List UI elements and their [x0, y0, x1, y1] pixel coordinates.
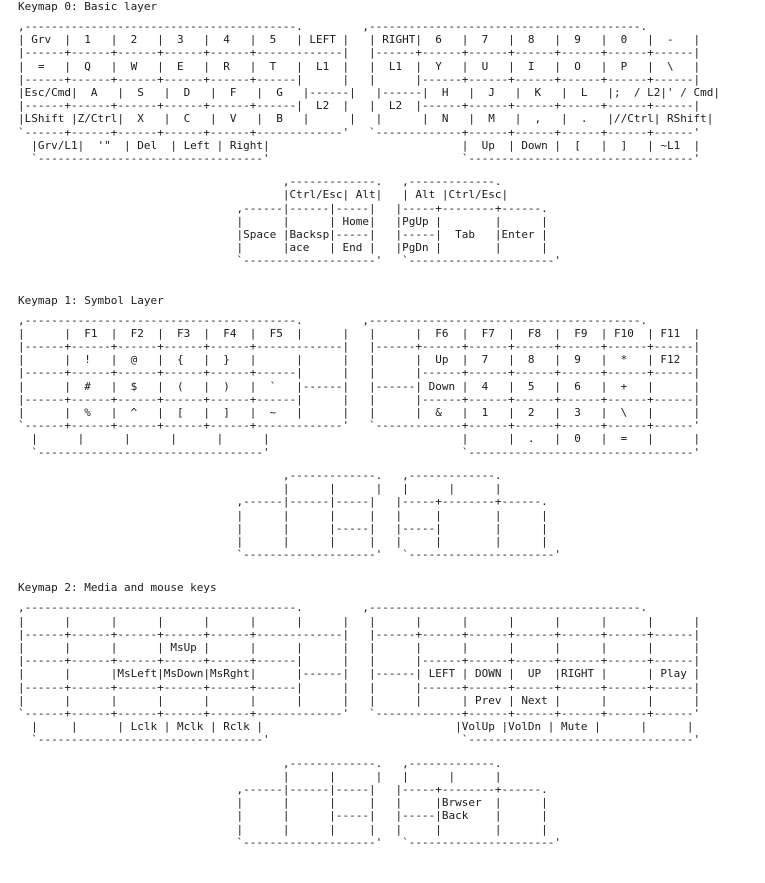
keymap-1-thumb-row-4: | | |-----| |-----| | |: [18, 521, 548, 535]
keymap-0-main-row-6: |------+------+------+------+------+------| L2 | | L2 |------+------+------+------+------+------|: [18, 99, 701, 113]
keymap-0-main-row-2: |------+------+------+------+------+-------------| |------+------+------+------+------+------+------|: [18, 46, 701, 60]
keymap-1-main-row-3: | | ! | @ | { | } | | | | | Up | 7 | 8 | 9 | * | F12 |: [18, 353, 701, 367]
keymap-2-main-row-10: `----------------------------------' `----------------------------------': [18, 733, 701, 747]
keymap-2-thumb-row-4: | | |-----| |-----|Back | |: [18, 809, 548, 823]
keymap-0-thumb-diagram: [18, 175, 765, 267]
keymap-0-main-row-3: | = | Q | W | E | R | T | L1 | | L1 | Y | U | I | O | P | \ |: [18, 59, 701, 73]
keymap-1-main-row-4: |------+------+------+------+------+------| | | |------+------+------+------+------+------|: [18, 366, 701, 380]
keymap-0-main-row-9: |Grv/L1| '" | Del | Left | Right| | Up | Down | [ | ] | ~L1 |: [18, 138, 701, 152]
section-keymap-0: [0, 0, 765, 268]
keymap-2-main-row-2: |------+------+------+------+------+-------------| |------+------+------+------+------+------+------|: [18, 627, 701, 641]
section-keymap-1: [0, 294, 765, 562]
keymap-1-main-row-2: |------+------+------+------+------+-------------| |------+------+------+------+------+------+------|: [18, 340, 701, 354]
keymap-2-main-row-4: |------+------+------+------+------+------| | | |------+------+------+------+------+------|: [18, 654, 701, 668]
keymap-2-main-row-3: | | | | MsUp | | | | | | | | | | | |: [18, 640, 701, 654]
keymap-0-main-row-10: `----------------------------------' `----------------------------------': [18, 152, 701, 166]
keymap-2-main-row-6: |------+------+------+------+------+------| | | |------+------+------+------+------+------|: [18, 680, 701, 694]
keymap-1-thumb-row-3: | | | | | | | |: [18, 508, 548, 522]
section-heading: Keymap 2: Media and mouse keys: [18, 581, 217, 595]
keymap-0-main-row-0: ,-----------------------------------------. ,-----------------------------------------.: [18, 20, 648, 33]
keymap-1-thumb-row-0: ,-------------. ,-------------.: [18, 468, 502, 482]
keymap-1-thumb-row-2: ,------|------|-----| |-----+--------+------.: [18, 495, 548, 509]
keymap-0-thumb-row-6: `--------------------' `----------------------': [18, 254, 562, 268]
keymap-2-main-row-7: | | | | | | | | | | | Prev | Next | | | |: [18, 693, 701, 707]
keymap-0-main-row-4: |------+------+------+------+------+------| | | |------+------+------+------+------+------|: [18, 72, 701, 86]
keymap-2-main-row-5: | | |MsLeft|MsDown|MsRght| |------| |------| LEFT | DOWN | UP |RIGHT | | Play |: [18, 667, 701, 681]
keymap-2-main-row-0: ,-----------------------------------------. ,-----------------------------------------.: [18, 601, 648, 615]
keymap-0-thumb-row-2: ,------|------|-----| |-----+--------+------.: [18, 201, 548, 215]
keymap-0-thumb-row-5: | |ace | End | |PgDn | | |: [18, 241, 548, 255]
keymap-2-thumb-row-2: ,------|------|-----| |-----+--------+------.: [18, 782, 548, 796]
keymap-1-thumb-diagram: [18, 469, 765, 561]
keymap-1-main-row-0: ,-----------------------------------------. ,-----------------------------------------.: [18, 313, 648, 327]
keymap-2-thumb-diagram: [18, 757, 765, 849]
keymap-2-main-diagram: [18, 601, 765, 746]
keymap-0-main-diagram: [18, 20, 765, 165]
keymap-0-thumb-row-3: | | | Home| |PgUp | | |: [18, 214, 548, 228]
keymap-1-main-row-1: | | F1 | F2 | F3 | F4 | F5 | | | | F6 | F7 | F8 | F9 | F10 | F11 |: [18, 326, 701, 340]
keymap-2-thumb-row-3: | | | | | |Brwser | |: [18, 796, 548, 810]
keymap-2-main-row-1: | | | | | | | | | | | | | | | |: [18, 614, 701, 628]
keymap-2-thumb-row-1: | | | | | |: [18, 769, 502, 783]
keymap-1-thumb-row-5: | | | | | | | |: [18, 534, 548, 548]
keymap-1-main-row-5: | | # | $ | ( | ) | ` |------| |------| Down | 4 | 5 | 6 | + | |: [18, 379, 701, 393]
keymap-0-main-row-5: |Esc/Cmd| A | S | D | F | G |------| |------| H | J | K | L |; / L2|' / Cmd|: [18, 86, 720, 100]
keymap-1-main-row-7: | | % | ^ | [ | ] | ~ | | | | & | 1 | 2 | 3 | \ | |: [18, 406, 701, 420]
keymap-1-main-row-6: |------+------+------+------+------+------| | | |------+------+------+------+------+------|: [18, 392, 701, 406]
keymap-2-thumb-row-5: | | | | | | | |: [18, 822, 548, 836]
section-keymap-2: [0, 581, 765, 849]
keymap-1-main-row-8: `------+------+------+------+------+-------------' `-------------+------+------+------+------+------': [18, 419, 701, 433]
keymap-1-main-row-10: `----------------------------------' `----------------------------------': [18, 445, 701, 459]
keymap-0-thumb-row-1: |Ctrl/Esc| Alt| | Alt |Ctrl/Esc|: [18, 188, 509, 202]
keymap-0-main-row-1: | Grv | 1 | 2 | 3 | 4 | 5 | LEFT | | RIGHT| 6 | 7 | 8 | 9 | 0 | - |: [18, 33, 701, 47]
keymap-2-thumb-row-6: `--------------------' `----------------------': [18, 835, 562, 849]
section-heading: Keymap 0: Basic layer: [18, 0, 158, 13]
keymap-0-thumb-row-4: |Space |Backsp|-----| |-----| Tab |Enter |: [18, 228, 548, 242]
keymap-2-main-row-9: | | | Lclk | Mclk | Rclk | |VolUp |VolDn | Mute | | |: [18, 720, 694, 734]
keymap-1-thumb-row-6: `--------------------' `----------------------': [18, 548, 562, 562]
keymap-1-thumb-row-1: | | | | | |: [18, 482, 502, 496]
keymap-0-main-row-7: |LShift |Z/Ctrl| X | C | V | B | | | | N | M | , | . |//Ctrl| RShift|: [18, 112, 714, 126]
section-heading: Keymap 1: Symbol Layer: [18, 293, 164, 307]
keymap-0-main-row-8: `------+------+------+------+------+-------------' `-------------+------+------+------+------+------': [18, 125, 701, 139]
keymap-2-thumb-row-0: ,-------------. ,-------------.: [18, 756, 502, 770]
keymap-0-thumb-row-0: ,-------------. ,-------------.: [18, 175, 502, 189]
keymap-1-main-row-9: | | | | | | | | . | 0 | = | |: [18, 432, 701, 446]
keymap-2-main-row-8: `------+------+------+------+------+-------------' `-------------+------+------+------+------+------': [18, 706, 701, 720]
keymap-1-main-diagram: [18, 314, 765, 459]
